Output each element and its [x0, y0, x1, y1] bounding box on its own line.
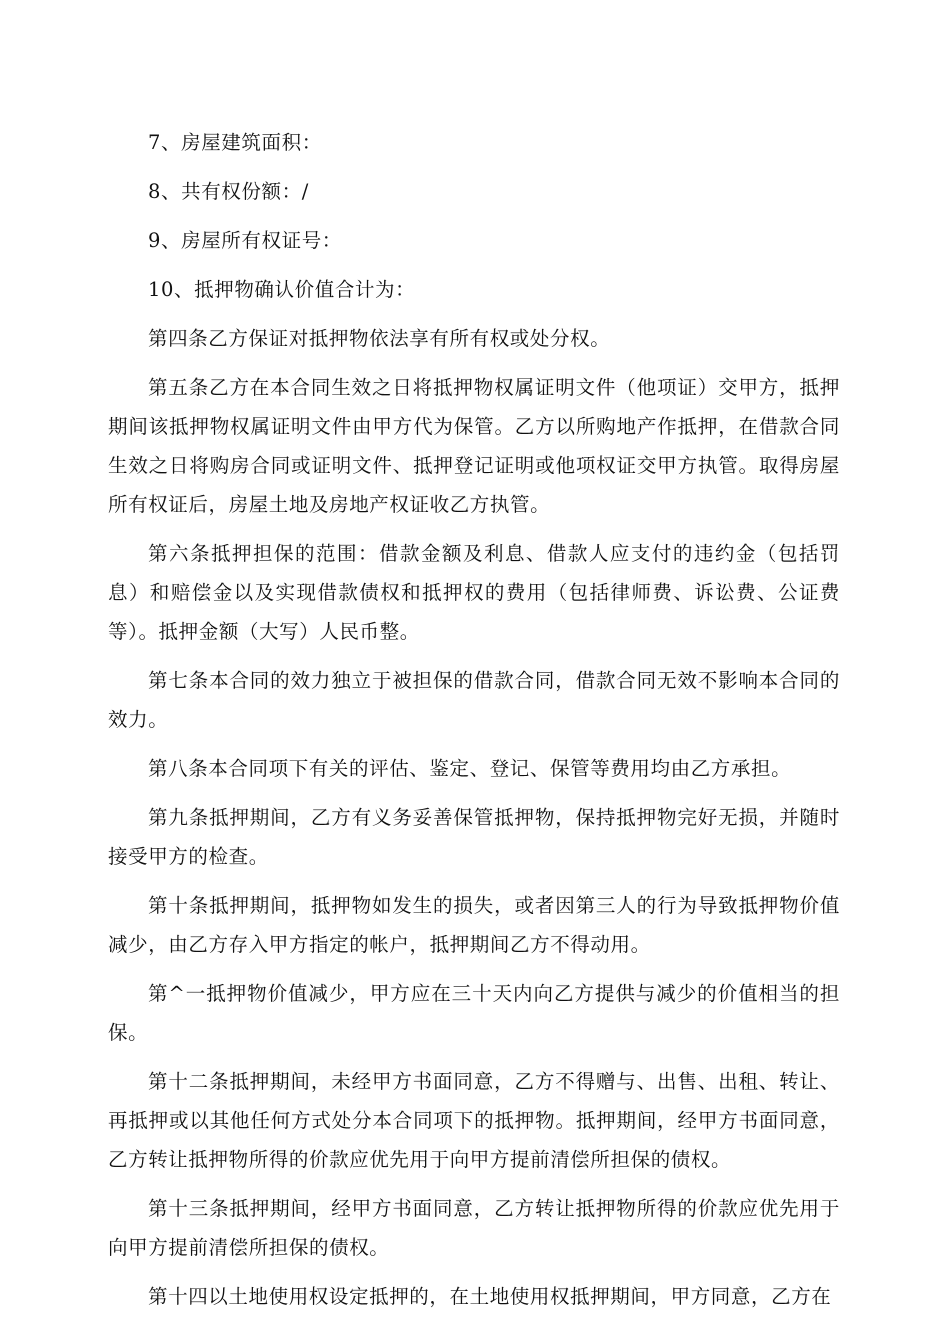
article-8: 第八条本合同项下有关的评估、鉴定、登记、保管等费用均由乙方承担。 [148, 757, 792, 780]
article-6: 第六条抵押担保的范围：借款金额及利息、借款人应支付的违约金（包括罚息）和赔偿金以及实现借款债权和抵押权的费用（包括律师费、诉讼费、公证费等）。抵押金额（大写）人民币整。 [108, 542, 840, 643]
article-11: 第^一抵押物价值减少，甲方应在三十天内向乙方提供与减少的价值相当的担保。 [108, 982, 840, 1044]
article-12: 第十二条抵押期间，未经甲方书面同意，乙方不得赠与、出售、出租、转让、再抵押或以其他任何方式处分本合同项下的抵押物。抵押期间，经甲方书面同意，乙方转让抵押物所得的价款应优先用于向甲方提前清偿所担保的债权。 [108, 1070, 840, 1171]
article-5: 第五条乙方在本合同生效之日将抵押物权属证明文件（他项证）交甲方，抵押期间该抵押物权属证明文件由甲方代为保管。乙方以所购地产作抵押，在借款合同生效之日将购房合同或证明文件、抵押登记证明或他项权证交甲方执管。取得房屋所有权证后，房屋土地及房地产权证收乙方执管。 [108, 376, 840, 516]
item-co-ownership-share: 8、共有权份额：/ [148, 180, 309, 203]
article-10: 第十条抵押期间，抵押物如发生的损失，或者因第三人的行为导致抵押物价值减少，由乙方存入甲方指定的帐户，抵押期间乙方不得动用。 [108, 894, 840, 956]
article-13: 第十三条抵押期间，经甲方书面同意，乙方转让抵押物所得的价款应优先用于向甲方提前清偿所担保的债权。 [108, 1197, 840, 1259]
item-collateral-total-value: 10、抵押物确认价值合计为： [148, 278, 416, 301]
article-4: 第四条乙方保证对抵押物依法享有所有权或处分权。 [148, 327, 611, 350]
article-14: 第十四以土地使用权设定抵押的，在土地使用权抵押期间，甲方同意，乙方在 [148, 1285, 832, 1308]
document-body [108, 123, 840, 1326]
item-floor-area: 7、房屋建筑面积： [148, 131, 322, 154]
item-ownership-certificate-number: 9、房屋所有权证号： [148, 229, 342, 252]
article-9: 第九条抵押期间，乙方有义务妥善保管抵押物，保持抵押物完好无损，并随时接受甲方的检查。 [108, 806, 840, 868]
article-7: 第七条本合同的效力独立于被担保的借款合同，借款合同无效不影响本合同的效力。 [108, 669, 840, 731]
